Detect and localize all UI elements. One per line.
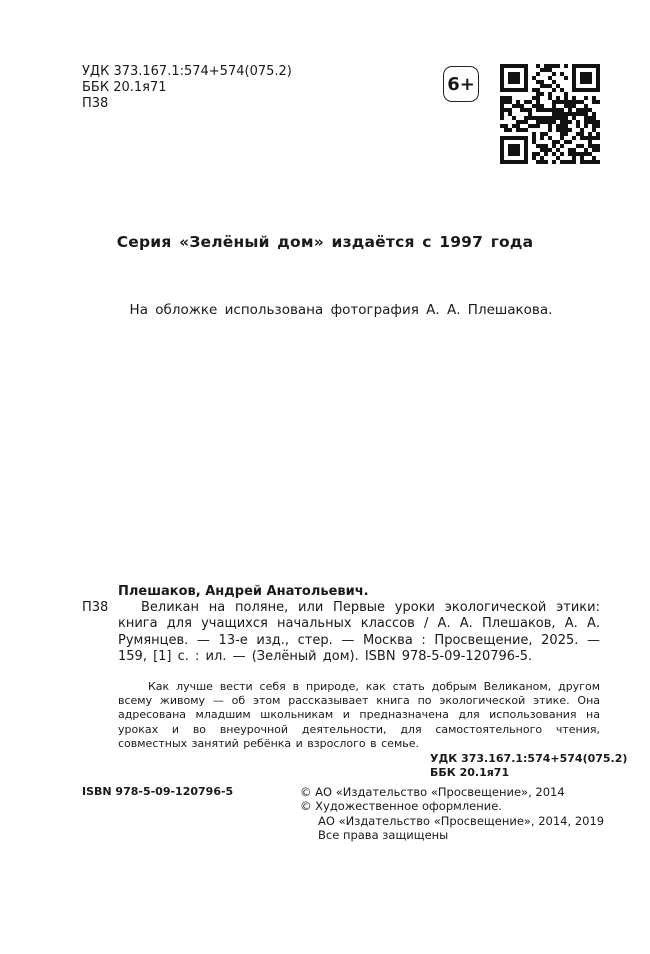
series-title: Серия «Зелёный дом» издаётся с 1997 года [116,233,534,251]
record-author: Плешаков, Андрей Анатольевич. [118,584,369,599]
annotation: Как лучше вести себя в природе, как стать добрым Великаном, другом всему живому — об этом рассказывает книга по экологической этике. Она адресована младшим школьникам и предназначена для использования на уроках и во внеурочной деятельности, для самостоятельного чтения, совместных занятий ребёнка и взрослого в семье. [118,680,600,750]
record-classification [430,752,627,780]
udk-code: УДК 373.167.1:574+574(075.2) [82,64,292,79]
author-mark: П38 [82,96,109,111]
bbk-code: ББК 20.1я71 [82,80,167,95]
copyright-line-2: © Художественное оформление. [300,799,502,814]
record-author-mark: П38 [82,600,109,615]
qr-code-icon [500,64,600,164]
bibliographic-description: Великан на поляне, или Первые уроки экологической этики: книга для учащихся начальных классов / А. А. Плешаков, А. А. Румянцев. — 13-е изд., стер. — Москва : Просвещение, 2025. — 159, [1] с. : ил. — (Зелёный дом). ISBN 978-5-09-120796-5. [118,600,600,664]
copyright-block [300,785,604,843]
copyright-line-1: © АО «Издательство «Просвещение», 2014 [300,785,565,799]
cover-photo-note: На обложке использована фотография А. А. Плешакова. [129,302,553,318]
isbn: ISBN 978-5-09-120796-5 [82,785,234,798]
record-bbk: ББК 20.1я71 [430,766,510,779]
copyright-line-4: Все права защищены [318,828,449,843]
age-rating-badge: 6+ [443,66,479,102]
udk-header-block [82,64,292,112]
copyright-line-3: АО «Издательство «Просвещение», 2014, 2019 [318,813,605,828]
record-udk: УДК 373.167.1:574+574(075.2) [430,752,628,765]
